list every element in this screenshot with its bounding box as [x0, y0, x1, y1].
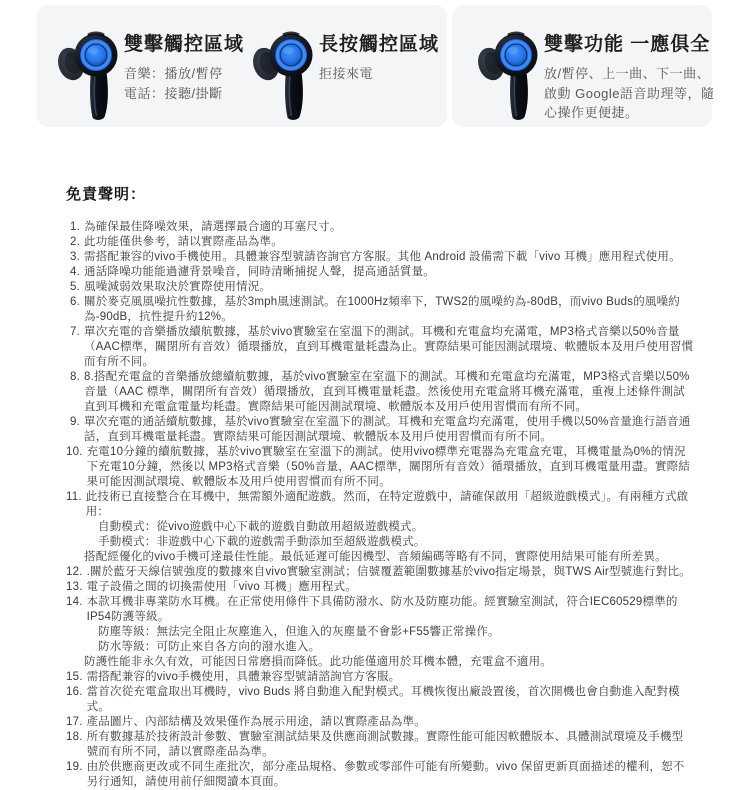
list-item-text: 單次充電的通話續航數據，基於vivo實驗室在室溫下的測試。耳機和充電盒均充滿電，使用手機以50%音量進行語音通話，直到耳機電量耗盡。實際結果可能因測試環境、軟體版本及用戶使用習慣而有所不同。 — [84, 416, 691, 443]
list-item-number: 7. — [70, 326, 80, 338]
list-item-number: 5. — [70, 281, 80, 293]
earbud-icon — [478, 27, 544, 121]
list-item-text: 本款耳機非專業防水耳機。在正常使用條件下具備防潑水、防水及防塵功能。經實驗室測試，符合IEC60529標準的IP54防護等級。 — [86, 596, 678, 623]
list-item-number: 15. — [66, 671, 83, 683]
list-item — [66, 655, 694, 670]
list-item — [66, 550, 694, 565]
list-item-number: 10. — [66, 446, 83, 458]
list-item-text: 此功能僅供參考，請以實際產品為準。 — [84, 236, 283, 248]
list-item-number — [66, 520, 80, 535]
list-item-text: .關於藍牙天線信號強度的數據來自vivo實驗室測試；信號覆蓋範圍數據基於vivo指定場景，與TWS Air型號進行對比。 — [86, 566, 691, 578]
list-item-number — [66, 535, 80, 550]
double-tap-functions-card — [452, 5, 715, 127]
list-item-number: 9. — [70, 416, 80, 428]
list-item-text: 8.搭配充電盒的音樂播放總續航數據，基於vivo實驗室在室溫下的測試。耳機和充電盒均充滿電，MP3格式音樂以50%音量（AAC 標準，關閉所有音效）循環播放，直到耳機電量耗盡。然後使用充電盒將耳機充滿電，重複上述條件測試直到耳機和充電盒電量均耗盡。實際結果可能因測試環境、軟體版本及用戶使用習慣而有所不同。 — [84, 371, 690, 413]
list-item — [66, 220, 694, 235]
list-item — [66, 370, 694, 415]
earbud-illustration — [253, 27, 319, 121]
list-item-number: 12. — [66, 566, 83, 578]
list-item-number: 1. — [70, 221, 80, 233]
list-item-text: 自動模式：從vivo遊戲中心下載的遊戲自動啟用超級遊戲模式。 — [98, 521, 424, 533]
list-item — [66, 565, 694, 580]
list-item — [66, 595, 694, 625]
list-item-text: 防水等級：可防止來自各方向的潑水進入。 — [98, 641, 321, 653]
list-item-text: 搭配經優化的vivo手機可達最佳性能。最低延遲可能因機型、音頻編碼等略有不同，實際使用結果可能有所差異。 — [84, 551, 667, 563]
disclaimer-heading: 免責聲明： — [66, 186, 147, 203]
list-item — [66, 445, 694, 490]
list-item — [66, 580, 694, 595]
feature-double-tap-functions — [452, 5, 715, 127]
list-item — [66, 670, 694, 685]
list-item — [66, 520, 694, 535]
list-item — [66, 280, 694, 295]
list-item-text: 關於麥克風風噪抗性數據，基於3mph風速測試。在1000Hz頻率下，TWS2的風噪約為-80dB，而vivo Buds的風噪約為-90dB，抗性提升約12%。 — [84, 296, 680, 323]
list-item-number: 2. — [70, 236, 80, 248]
disclaimer-list — [66, 220, 694, 790]
list-item-number: 18. — [66, 731, 83, 743]
list-item — [66, 265, 694, 280]
list-item-text: 為確保最佳降噪效果，請選擇最合適的耳塞尺寸。 — [84, 221, 342, 233]
list-item — [66, 640, 694, 655]
list-item-text: 手動模式：非遊戲中心下載的遊戲需手動添加至超級遊戲模式。 — [98, 536, 426, 548]
feature-desc-line: 電話：接聽/掛斷 — [124, 85, 223, 101]
earbud-illustration — [478, 27, 544, 121]
list-item-text: 防護性能非永久有效，可能因日常磨損而降低。此功能僅適用於耳機本體，充電盒不適用。 — [84, 656, 552, 668]
list-item-number — [66, 655, 80, 670]
touch-controls-card — [37, 5, 447, 127]
list-item — [66, 625, 694, 640]
list-item — [66, 490, 694, 520]
list-item-text: 風噪減弱效果取決於實際使用情況。 — [84, 281, 272, 293]
list-item-text: 通話降噪功能能過濾背景噪音，同時清晰捕捉人聲，提高通話質量。 — [84, 266, 435, 278]
list-item-text: 由於供應商更改或不同生產批次，部分產品規格、參數或零部件可能有所變動。vivo 保留更新頁面描述的權利，恕不另行通知，請使用前仔細閱讀本頁面。 — [86, 761, 685, 788]
list-item — [66, 325, 694, 370]
feature-title: 長按觸控區域 — [319, 34, 440, 55]
earbud-icon — [253, 27, 319, 121]
list-item-text: 充電10分鐘的續航數據，基於vivo實驗室在室溫下的測試。使用vivo標準充電器為充電盒充電，耳機電量為0%的情況下充電10分鐘，然後以 MP3格式音樂（50%音量，AAC標準，關閉所有音效）循環播放，直到耳機電量用盡。實際結果可能因測試環境、軟體版本及用戶使用習慣而有所不同。 — [86, 446, 691, 488]
list-item-number — [66, 625, 80, 640]
feature-long-press-touch-area — [253, 5, 447, 127]
feature-desc-line: 音樂：播放/暫停 — [124, 66, 223, 81]
list-item-text: 此技術已直接整合在耳機中，無需額外適配遊戲。然而，在特定遊戲中，請確保啟用「超級遊戲模式」。有兩種方式啟用： — [85, 491, 689, 518]
list-item-number: 11. — [66, 491, 82, 503]
list-item-number: 19. — [66, 761, 83, 773]
list-item — [66, 235, 694, 250]
earbud-illustration — [58, 27, 124, 121]
list-item-number: 16. — [66, 686, 83, 698]
list-item-text: 電子設備之間的切換需使用「vivo 耳機」應用程式。 — [86, 581, 357, 593]
feature-description — [124, 64, 244, 103]
list-item — [66, 295, 694, 325]
feature-title: 雙擊功能 一應俱全 — [544, 34, 711, 55]
list-item — [66, 685, 694, 715]
list-item — [66, 715, 694, 730]
list-item-number: 17. — [66, 716, 83, 728]
list-item-number: 13. — [66, 581, 83, 593]
feature-desc-line: 放/暫停、上一曲、下一曲、 — [544, 66, 711, 81]
list-item-number: 4. — [70, 266, 80, 278]
feature-description — [544, 64, 715, 123]
list-item — [66, 250, 694, 265]
list-item — [66, 535, 694, 550]
list-item — [66, 415, 694, 445]
disclaimer-section — [66, 183, 694, 790]
list-item-number: 3. — [70, 251, 80, 263]
list-item-text: 所有數據基於技術設計參數、實驗室測試結果及供應商測試數據。實際性能可能因軟體版本、具體測試環境及手機型號而有所不同，請以實際產品為準。 — [86, 731, 684, 758]
feature-title: 雙擊觸控區域 — [124, 34, 245, 55]
feature-double-tap-touch-area — [37, 5, 253, 127]
list-item — [66, 760, 694, 790]
list-item-text: 單次充電的音樂播放續航數據，基於vivo實驗室在室溫下的測試。耳機和充電盒均充滿電，MP3格式音樂以50%音量（AAC標準，關閉所有音效）循環播放，直到耳機電量耗盡為止。實際結果可能因測試環境、軟體版本及用戶使用習慣而有所不同。 — [84, 326, 694, 368]
feature-cards-row — [37, 5, 715, 127]
list-item-text: 防塵等級：無法完全阻止灰塵進入，但進入的灰塵量不會影+F55響正常操作。 — [98, 626, 500, 638]
list-item-number: 8. — [70, 371, 80, 383]
feature-desc-line: 拒接來電 — [319, 66, 374, 81]
feature-desc-line: 心操作更便捷。 — [544, 105, 639, 120]
list-item-text: 產品圖片、內部結構及效果僅作為展示用途，請以實際產品為準。 — [86, 716, 426, 728]
feature-description — [319, 64, 439, 84]
list-item-text: 需搭配兼容的vivo手機使用。具體兼容型號請咨詢官方客服。其他 Android 設備需下載「vivo 耳機」應用程式使用。 — [84, 251, 681, 263]
list-item-number — [66, 640, 80, 655]
feature-desc-line: 啟動 Google語音助理等，隨 — [544, 85, 715, 101]
list-item-number — [66, 550, 80, 565]
list-item-text: 需搭配兼容的vivo手機使用，具體兼容型號請諮詢官方客服。 — [86, 671, 401, 683]
earbud-icon — [58, 27, 124, 121]
list-item-number: 14. — [66, 596, 83, 608]
list-item — [66, 730, 694, 760]
list-item-number: 6. — [70, 296, 80, 308]
list-item-text: 當首次從充電盒取出耳機時，vivo Buds 將自動進入配對模式。耳機恢復出廠設置後，首次開機也會自動進入配對模式。 — [86, 686, 680, 713]
